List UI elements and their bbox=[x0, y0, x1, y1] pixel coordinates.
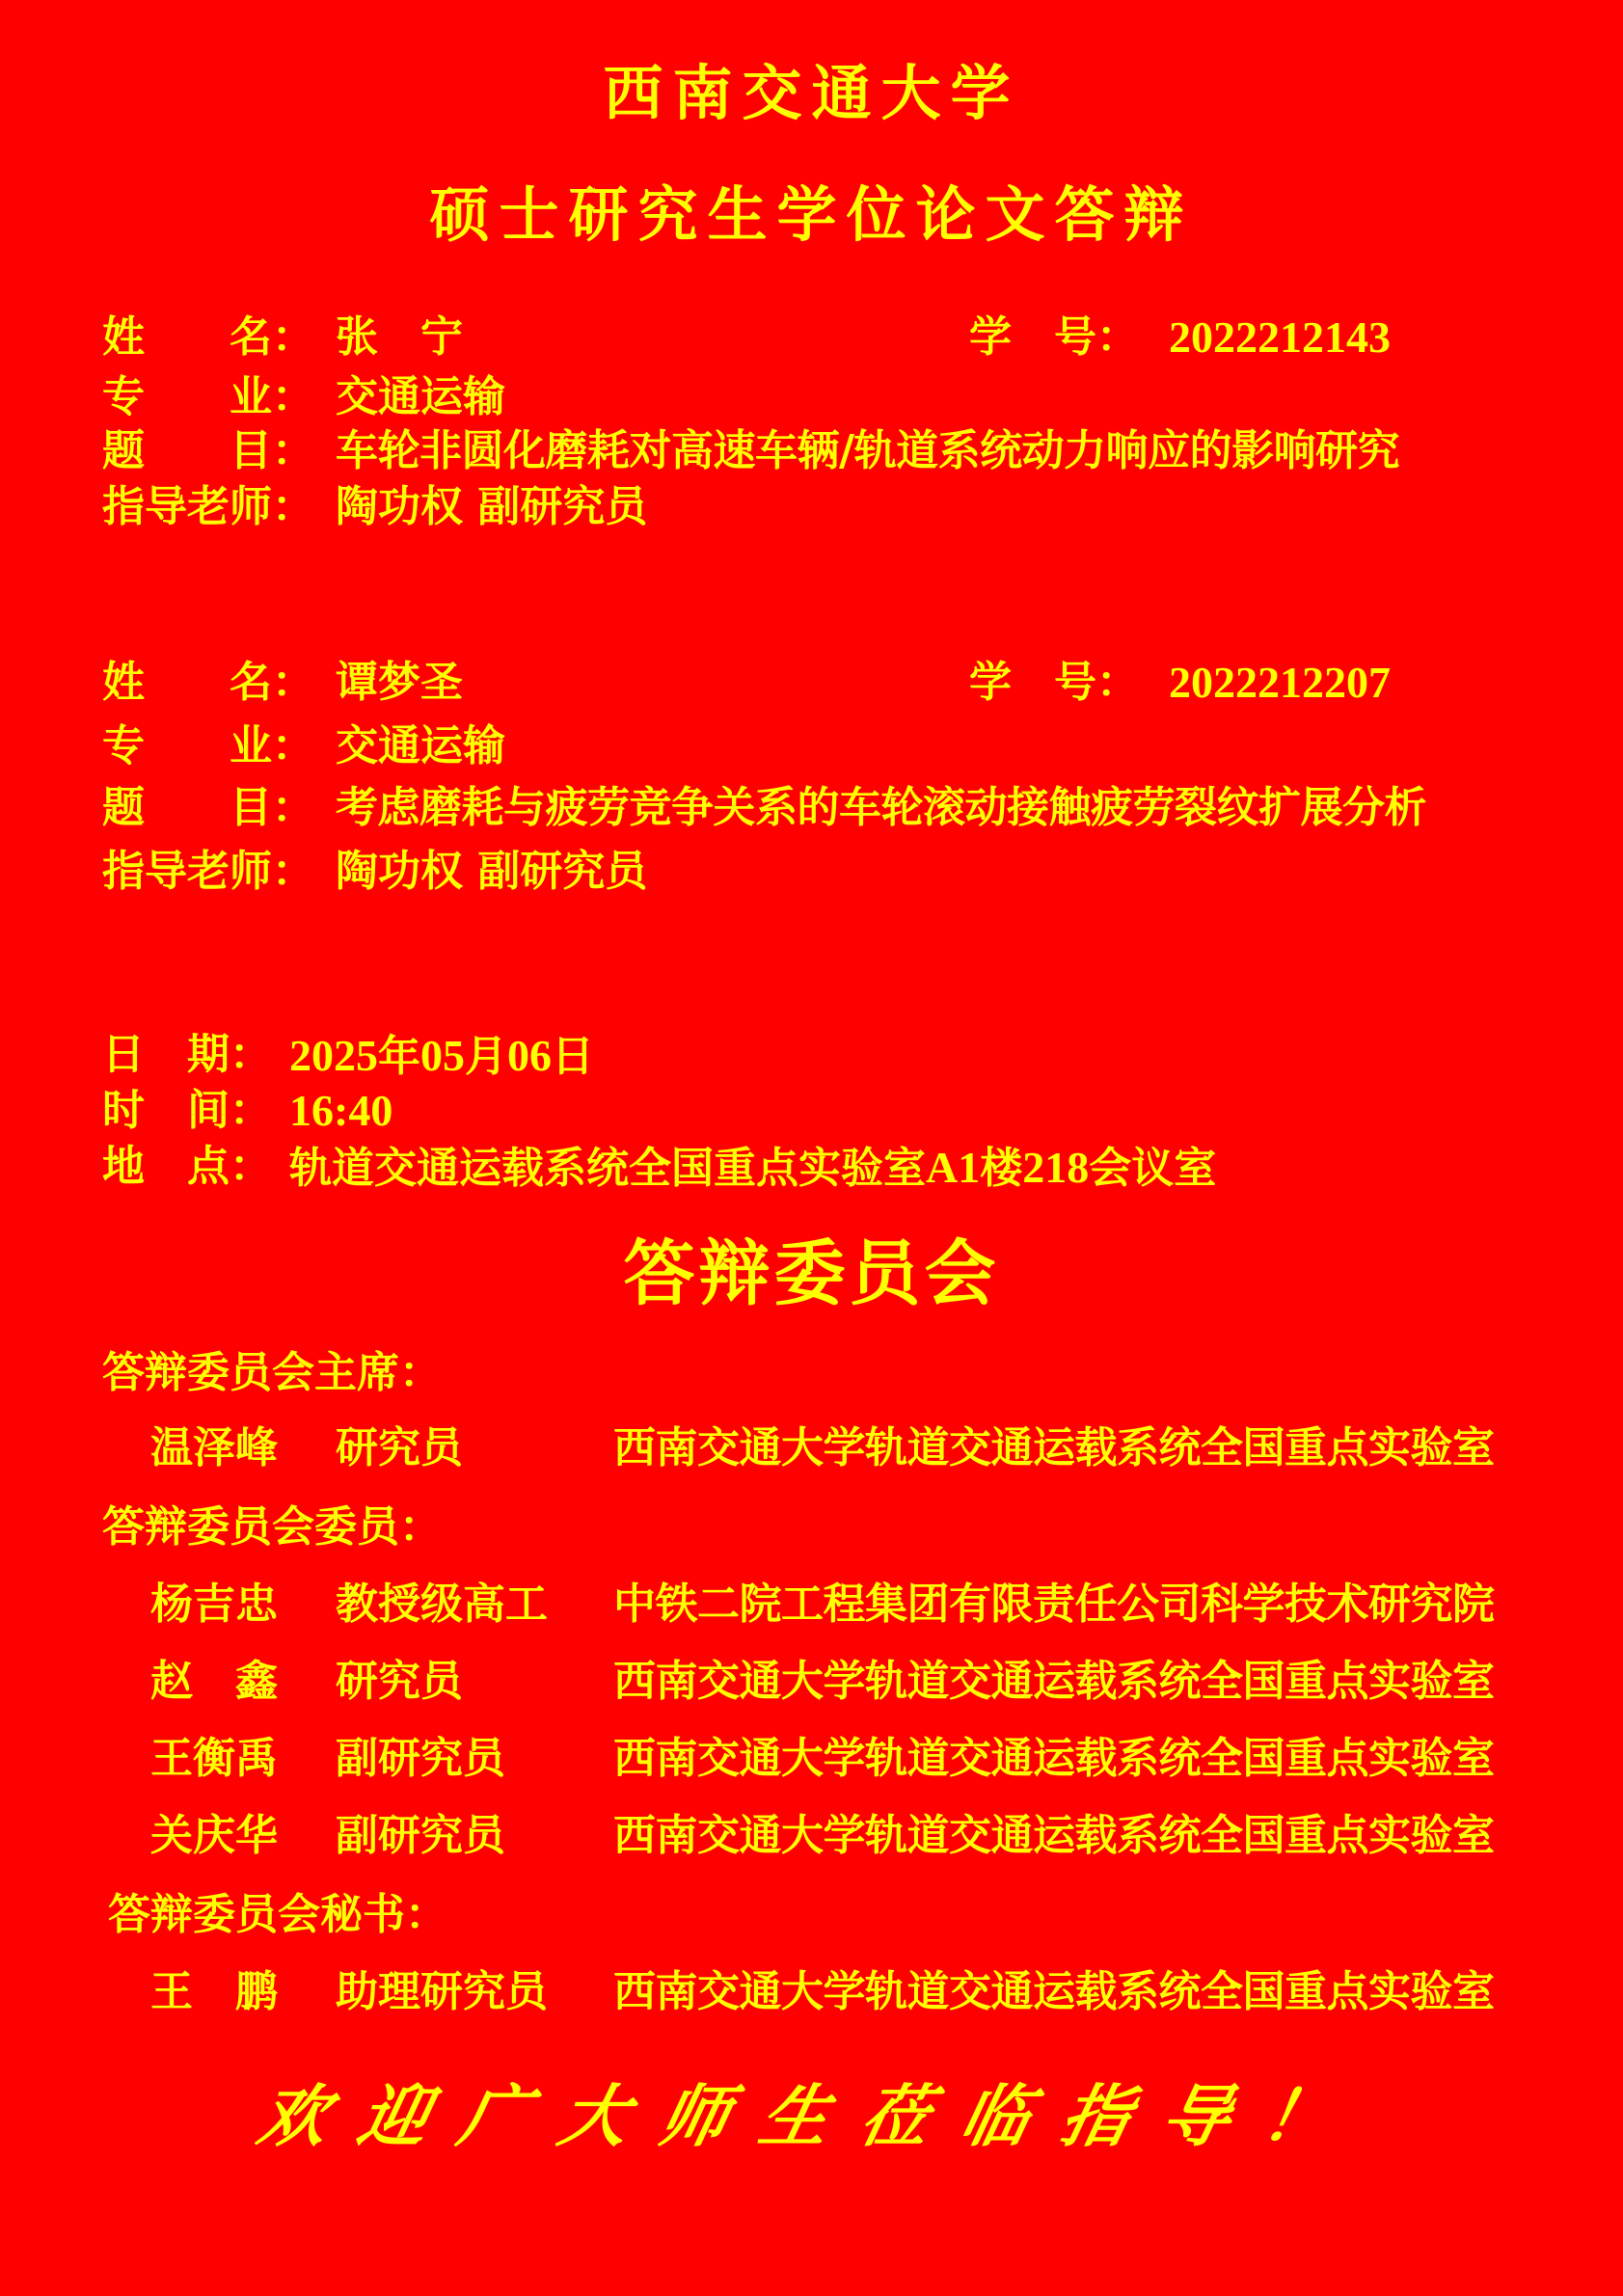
chair-rank: 研究员 bbox=[336, 1423, 463, 1472]
member2-rank: 研究员 bbox=[336, 1657, 463, 1706]
secretary-institution: 西南交通大学轨道交通运载系统全国重点实验室 bbox=[613, 1967, 1495, 2016]
secretary-name: 王 鹏 bbox=[150, 1967, 278, 2016]
time-label: 时 间： bbox=[102, 1086, 272, 1135]
student2-id: 2022212207 bbox=[1169, 658, 1391, 707]
time-value: 16:40 bbox=[289, 1086, 393, 1135]
student2-name-label: 姓 名： bbox=[102, 658, 314, 707]
student1-id: 2022212143 bbox=[1169, 312, 1391, 362]
date-day-unit: 日 bbox=[552, 1032, 594, 1081]
date-year: 2025 bbox=[289, 1031, 378, 1080]
student2-id-label: 学 号： bbox=[969, 658, 1139, 707]
student1-topic: 车轮非圆化磨耗对高速车辆/轨道系统动力响应的影响研究 bbox=[336, 426, 1400, 475]
member2-name: 赵 鑫 bbox=[150, 1657, 278, 1706]
members-heading: 答辩委员会委员： bbox=[102, 1502, 442, 1552]
date-month: 05 bbox=[420, 1031, 465, 1080]
university-title: 西南交通大学 bbox=[603, 58, 1020, 128]
student1-id-label: 学 号： bbox=[969, 312, 1139, 362]
secretary-rank: 助理研究员 bbox=[336, 1967, 548, 2016]
chair-heading: 答辩委员会主席： bbox=[102, 1348, 442, 1397]
student2-name: 谭梦圣 bbox=[336, 658, 463, 707]
place-value bbox=[289, 1143, 1217, 1193]
member1-institution: 中铁二院工程集团有限责任公司科学技术研究院 bbox=[613, 1580, 1495, 1629]
date-year-unit: 年 bbox=[378, 1032, 420, 1081]
secretary-heading: 答辩委员会秘书： bbox=[108, 1890, 447, 1939]
chair-name: 温泽峰 bbox=[150, 1423, 278, 1472]
member1-name: 杨吉忠 bbox=[150, 1580, 278, 1629]
event-title: 硕士研究生学位论文答辩 bbox=[429, 179, 1194, 250]
member4-rank: 副研究员 bbox=[336, 1811, 505, 1860]
member3-institution: 西南交通大学轨道交通运载系统全国重点实验室 bbox=[613, 1734, 1495, 1783]
student2-major-label: 专 业： bbox=[102, 721, 314, 770]
place-label: 地 点： bbox=[102, 1142, 272, 1191]
place-part-lou: 楼 bbox=[980, 1144, 1023, 1193]
member3-rank: 副研究员 bbox=[336, 1734, 505, 1783]
student1-name: 张 宁 bbox=[336, 312, 463, 362]
chair-institution: 西南交通大学轨道交通运载系统全国重点实验室 bbox=[613, 1423, 1495, 1472]
student2-major: 交通运输 bbox=[336, 721, 505, 770]
student1-major: 交通运输 bbox=[336, 372, 505, 421]
member4-institution: 西南交通大学轨道交通运载系统全国重点实验室 bbox=[613, 1811, 1495, 1860]
student2-topic-label: 题 目： bbox=[102, 783, 314, 832]
member4-name: 关庆华 bbox=[150, 1811, 278, 1860]
place-part-room: 218 bbox=[1022, 1143, 1090, 1192]
student2-advisor: 陶功权 副研究员 bbox=[336, 847, 648, 896]
member1-rank: 教授级高工 bbox=[336, 1580, 548, 1629]
date-day: 06 bbox=[507, 1031, 552, 1080]
place-part-building: A1 bbox=[926, 1143, 981, 1192]
member2-institution: 西南交通大学轨道交通运载系统全国重点实验室 bbox=[613, 1657, 1495, 1706]
student2-advisor-label: 指导老师： bbox=[102, 847, 314, 896]
committee-title: 答辩委员会 bbox=[623, 1232, 1000, 1315]
student2-topic: 考虑磨耗与疲劳竞争关系的车轮滚动接触疲劳裂纹扩展分析 bbox=[336, 783, 1426, 832]
student1-advisor-label: 指导老师： bbox=[102, 482, 314, 531]
student1-major-label: 专 业： bbox=[102, 372, 314, 421]
student1-name-label: 姓 名： bbox=[102, 312, 314, 362]
welcome-message: 欢迎广大师生莅临指导！ bbox=[251, 2076, 1372, 2156]
place-part-meeting: 会议室 bbox=[1089, 1144, 1217, 1193]
date-label: 日 期： bbox=[102, 1030, 272, 1079]
place-part-lab: 轨道交通运载系统全国重点实验室 bbox=[289, 1144, 926, 1193]
member3-name: 王衡禹 bbox=[150, 1734, 278, 1783]
student1-advisor: 陶功权 副研究员 bbox=[336, 482, 648, 531]
date-month-unit: 月 bbox=[465, 1032, 507, 1081]
student1-topic-label: 题 目： bbox=[102, 426, 314, 475]
date-value bbox=[289, 1031, 594, 1081]
